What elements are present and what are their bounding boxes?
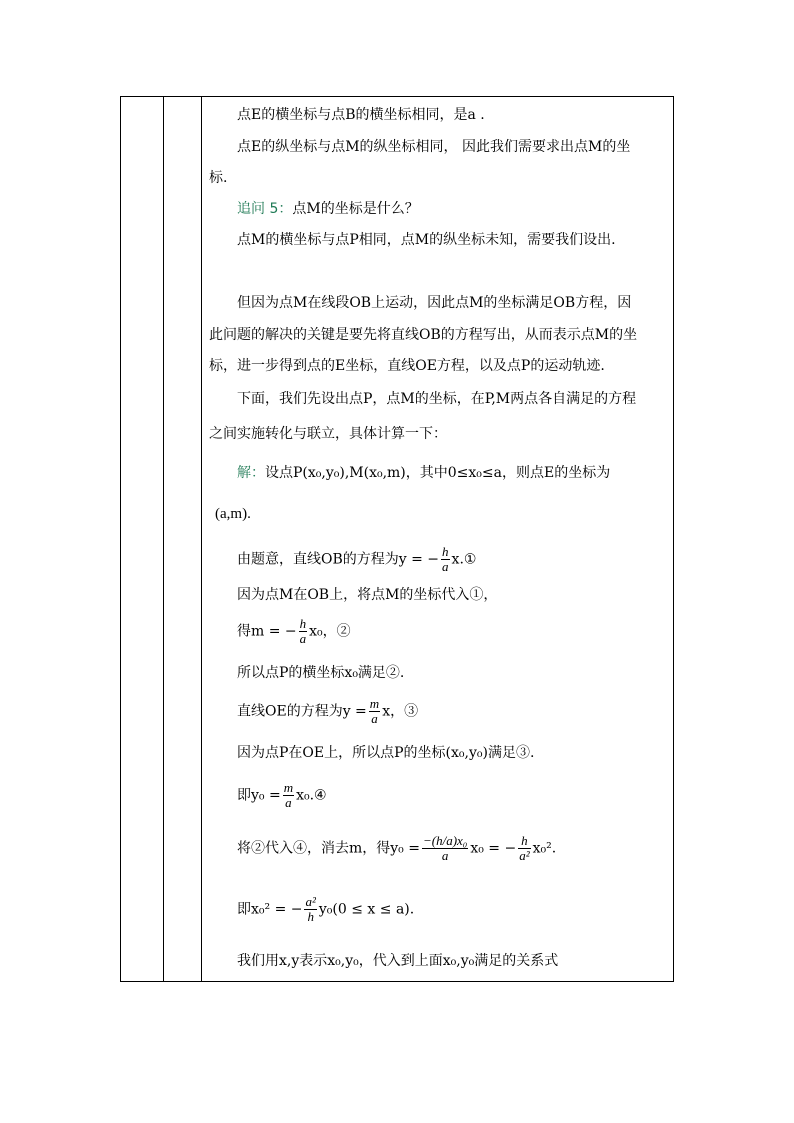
- fraction-h-over-a: $\frac{h}{a}$: [299, 616, 307, 646]
- equation-text: 直线OE的方程为y =: [237, 703, 367, 720]
- column-divider-1: [163, 97, 164, 981]
- text-line: 因为点P在OE上，所以点P的坐标(x₀,y₀)满足③.: [237, 745, 535, 761]
- fraction-h-over-a: $\frac{h}{a}$: [442, 544, 449, 574]
- solution-line: [237, 463, 610, 483]
- follow-up-question: [237, 199, 419, 219]
- follow-up-label: 追问 5：: [237, 201, 293, 217]
- column-divider-2: [201, 97, 202, 981]
- compound-fraction: $\frac{\text{−(h/a)x₀}}{a}$: [422, 833, 468, 863]
- equation-text: 由题意，直线OB的方程为y = −: [237, 551, 440, 568]
- equation-text: x₀.④: [296, 787, 327, 804]
- equation-line-5: [237, 834, 556, 863]
- text-line: 点E的横坐标与点B的横坐标相同，是a .: [237, 107, 485, 123]
- solution-label: 解：: [237, 465, 265, 481]
- equation-line-1: [237, 545, 476, 574]
- fraction-h-over-a-squared: $\frac{h}{\text{a²}}$: [519, 833, 530, 863]
- text-line: 下面，我们先设出点P，点M的坐标，在P,M两点各自满足的方程: [237, 391, 637, 407]
- text-line: 点E的纵坐标与点M的纵坐标相同， 因此我们需要求出点M的坐: [237, 139, 631, 155]
- equation-text: y₀(0 ≤ x ≤ a).: [318, 901, 415, 918]
- text-line: (a,m).: [215, 506, 251, 522]
- text-line: 此问题的解决的关键是要先将直线OB的方程写出，从而表示点M的坐: [209, 327, 638, 343]
- equation-text: 将②代入④，消去m，得y₀ =: [237, 840, 420, 857]
- follow-up-text: 点M的坐标是什么？: [292, 201, 419, 217]
- text-line: 但因为点M在线段OB上运动，因此点M的坐标满足OB方程，因: [237, 295, 632, 311]
- text-line: 因为点M在OB上，将点M的坐标代入①，: [237, 587, 498, 603]
- fraction-a-squared-over-h: $\frac{\text{a²}}{h}$: [305, 894, 316, 924]
- text-line: 所以点P的横坐标x₀满足②.: [237, 665, 405, 681]
- equation-text: x₀ = −: [470, 840, 517, 857]
- equation-line-3: [237, 697, 418, 726]
- equation-text: x₀².: [532, 840, 557, 857]
- equation-text: 得m = −: [237, 623, 297, 640]
- equation-line-4: [237, 781, 327, 810]
- equation-text: x，③: [382, 703, 419, 720]
- text-line: 我们用x,y表示x₀,y₀，代入到上面x₀,y₀满足的关系式: [237, 953, 559, 969]
- text-line: 点M的横坐标与点P相同，点M的纵坐标未知，需要我们设出.: [237, 232, 616, 248]
- fraction-m-over-a: $\frac{m}{a}$: [283, 780, 294, 810]
- equation-text: 即x₀² = −: [237, 901, 303, 918]
- fraction-m-over-a: $\frac{m}{a}$: [369, 696, 380, 726]
- text-line: 标，进一步得到点的E坐标，直线OE方程，以及点P的运动轨迹.: [209, 358, 605, 374]
- text-line: 标.: [209, 170, 228, 186]
- equation-text: x.①: [451, 551, 477, 568]
- text-line: 之间实施转化与联立，具体计算一下：: [209, 426, 447, 442]
- solution-text: 设点P(x₀,y₀),M(x₀,m)，其中0≤x₀≤a，则点E的坐标为: [265, 465, 611, 481]
- equation-line-6: [237, 895, 414, 924]
- equation-line-2: [237, 617, 351, 646]
- lesson-table: [120, 96, 674, 982]
- equation-text: 即y₀ =: [237, 787, 281, 804]
- equation-text: x₀，②: [309, 623, 351, 640]
